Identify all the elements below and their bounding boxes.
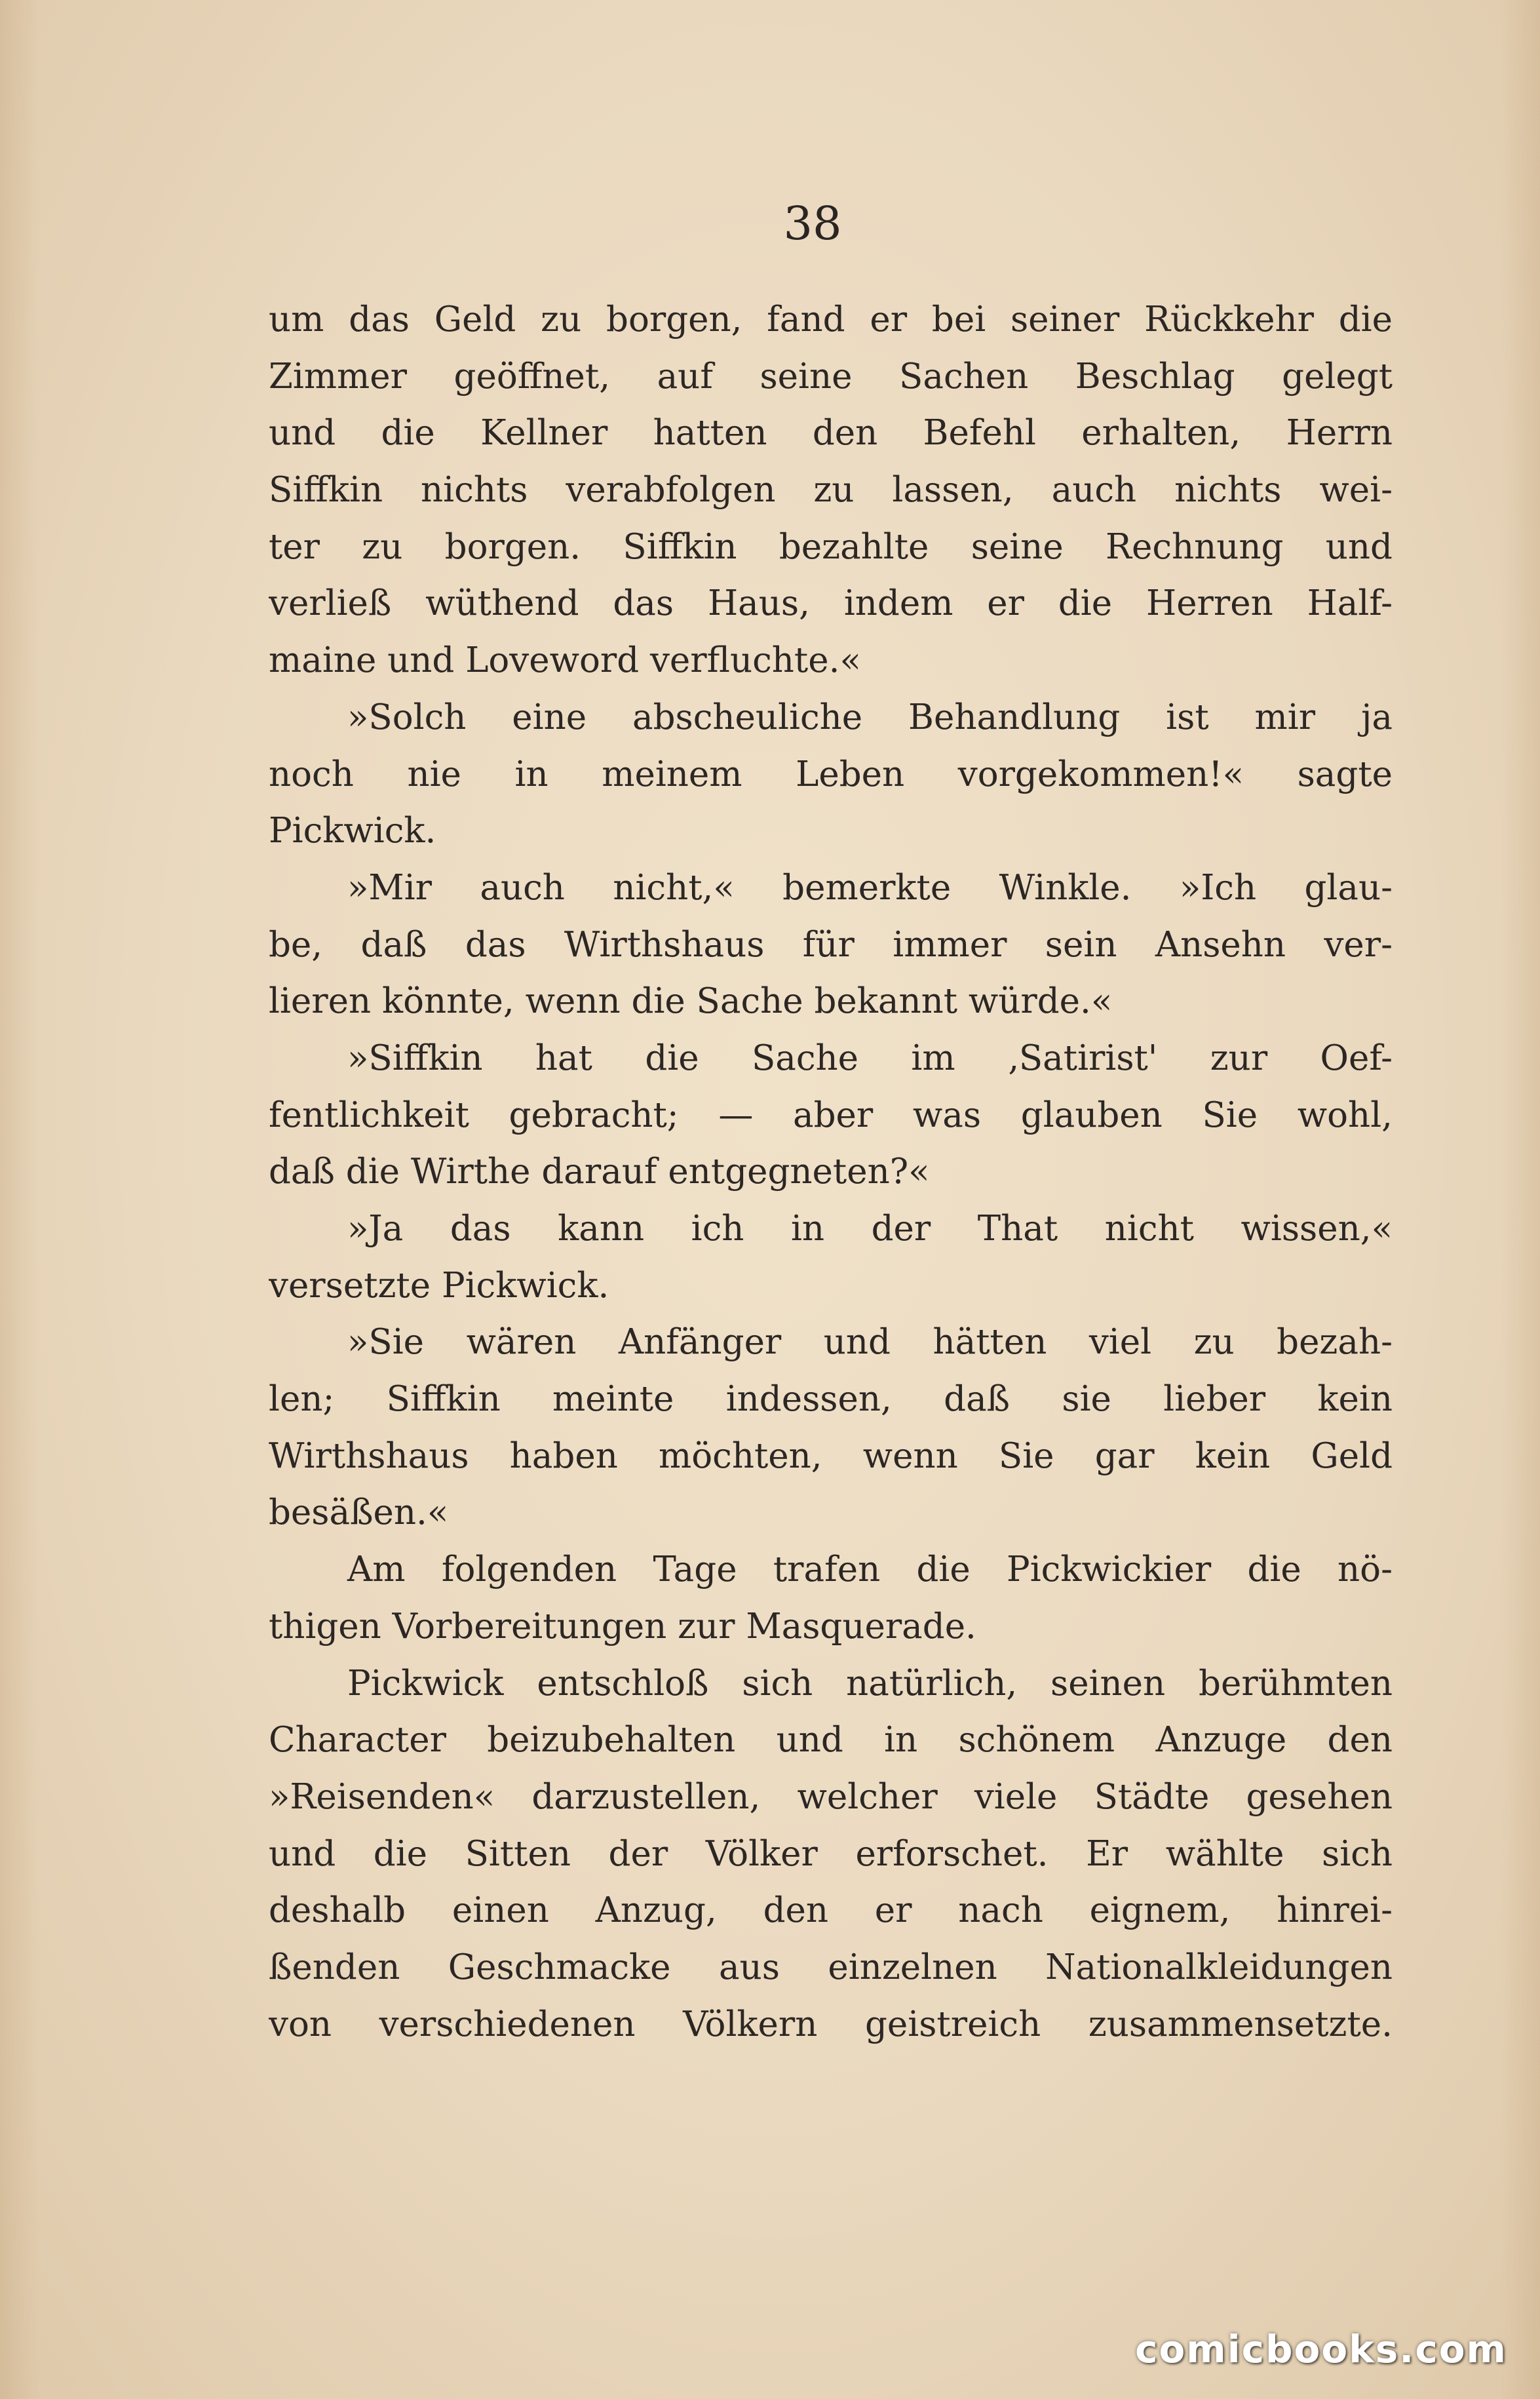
text-line: »Reisenden« darzustellen, welcher viele Städte gesehen (269, 1776, 1393, 1817)
text-line: Pickwick. (269, 811, 436, 851)
text-line: »Ja das kann ich in der That nicht wissen,« (347, 1209, 1393, 1249)
text-line: fentlichkeit gebracht; — aber was glauben Sie wohl, (269, 1095, 1393, 1135)
text-line: thigen Vorbereitungen zur Masquerade. (269, 1606, 976, 1647)
text-line: Pickwick entschloß sich natürlich, seinen berühmten (347, 1663, 1393, 1704)
text-line: Wirthshaus haben möchten, wenn Sie gar kein Geld (269, 1435, 1393, 1476)
text-line: Zimmer geöffnet, auf seine Sachen Beschlag gelegt (269, 356, 1393, 397)
watermark: comicbooks.com (1135, 2327, 1507, 2371)
text-line: Character beizubehalten und in schönem Anzuge den (269, 1720, 1393, 1761)
text-line: lieren könnte, wenn die Sache bekannt würde.« (269, 981, 1113, 1022)
text-line: und die Kellner hatten den Befehl erhalten, Herrn (269, 413, 1393, 454)
text-line: »Sie wären Anfänger und hätten viel zu bezah- (347, 1322, 1393, 1363)
text-line: maine und Loveword verfluchte.« (269, 640, 861, 681)
text-line: besäßen.« (269, 1492, 449, 1533)
text-line: »Solch eine abscheuliche Behandlung ist mir ja (347, 697, 1393, 737)
text-line: noch nie in meinem Leben vorgekommen!« sagte (269, 754, 1393, 794)
text-line: von verschiedenen Völkern geistreich zusammensetzte. (269, 2004, 1393, 2044)
text-line: deshalb einen Anzug, den er nach eignem, hinrei- (269, 1890, 1393, 1931)
text-line: »Mir auch nicht,« bemerkte Winkle. »Ich glau- (347, 867, 1393, 908)
body-text (269, 292, 1393, 2053)
text-line: um das Geld zu borgen, fand er bei seiner Rückkehr die (269, 300, 1393, 340)
text-line: daß die Wirthe darauf entgegneten?« (269, 1152, 930, 1192)
text-line: len; Siffkin meinte indessen, daß sie lieber kein (269, 1379, 1393, 1420)
text-line: Am folgenden Tage trafen die Pickwickier die nö- (347, 1550, 1393, 1590)
text-line: Siffkin nichts verabfolgen zu lassen, auch nichts wei- (269, 470, 1393, 511)
text-line: »Siffkin hat die Sache im ‚Satirist' zur Oef- (347, 1038, 1393, 1078)
text-line: ter zu borgen. Siffkin bezahlte seine Rechnung und (269, 526, 1393, 567)
text-line: ßenden Geschmacke aus einzelnen Nationalkleidungen (269, 1947, 1393, 1987)
text-line: be, daß das Wirthshaus für immer sein Ansehn ver- (269, 924, 1393, 965)
page-number: 38 (783, 197, 842, 250)
text-line: verließ wüthend das Haus, indem er die Herren Half- (269, 583, 1393, 624)
text-line: und die Sitten der Völker erforschet. Er wählte sich (269, 1833, 1393, 1874)
text-line: versetzte Pickwick. (269, 1265, 609, 1306)
